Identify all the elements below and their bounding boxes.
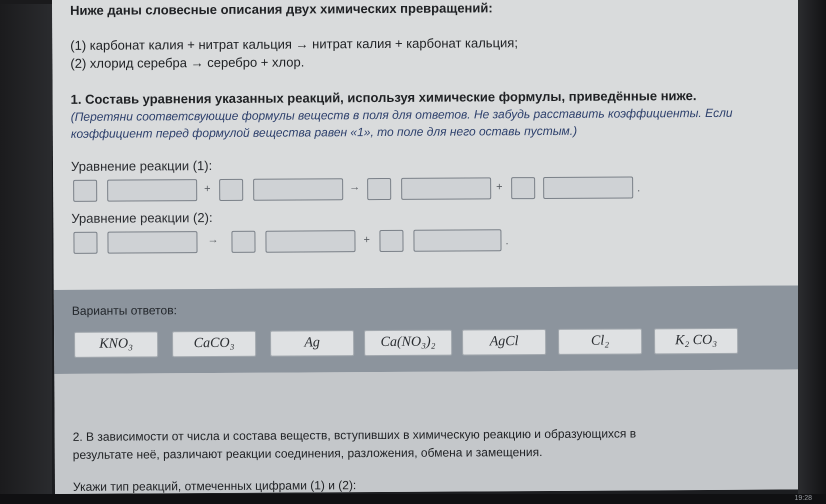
eq1-formula-slot-1[interactable] bbox=[107, 179, 197, 202]
monitor-bezel-left bbox=[0, 0, 52, 504]
option-ag[interactable]: Ag bbox=[270, 330, 354, 357]
eq1-plus-1: + bbox=[204, 183, 211, 196]
option-kno3[interactable]: KNO₃ bbox=[74, 331, 158, 358]
eq1-coef-slot-4[interactable] bbox=[511, 177, 535, 199]
eq2-formula-slot-1[interactable] bbox=[107, 231, 197, 254]
taskbar-clock: 19:28 bbox=[794, 495, 812, 502]
reaction-description-1: (1) карбонат калия + нитрат кальция → нитрат калия + карбонат кальция; bbox=[70, 35, 518, 53]
option-k2co3[interactable]: K₂ CO₃ bbox=[654, 328, 738, 355]
answer-options-title: Варианты ответов: bbox=[71, 303, 177, 318]
eq2-coef-slot-1[interactable] bbox=[73, 232, 97, 254]
option-ca-no3-2[interactable]: Ca(NO₃)₂ bbox=[364, 330, 452, 357]
eq1-coef-slot-3[interactable] bbox=[367, 178, 391, 200]
task2-text-line1: 2. В зависимости от числа и состава веществ, вступивших в химическую реакцию и образующихся в bbox=[72, 426, 637, 444]
eq2-coef-slot-3[interactable] bbox=[379, 230, 403, 252]
eq2-formula-slot-3[interactable] bbox=[413, 229, 501, 252]
eq1-formula-slot-3[interactable] bbox=[401, 177, 491, 200]
page-heading: Ниже даны словесные описания двух химических превращений: bbox=[70, 0, 493, 18]
eq1-plus-2: + bbox=[496, 181, 503, 194]
eq1-coef-slot-1[interactable] bbox=[73, 180, 97, 202]
eq1-formula-slot-2[interactable] bbox=[253, 178, 343, 201]
reaction-description-2: (2) хлорид серебра → серебро + хлор. bbox=[70, 54, 305, 71]
eq2-coef-slot-2[interactable] bbox=[231, 231, 255, 253]
equation-2-label: Уравнение реакции (2): bbox=[71, 210, 213, 226]
task1-hint-line1: (Перетяни соответсвующие формулы веществ в поля для ответов. Не забудь расставить коэффициенты. Если bbox=[70, 105, 733, 124]
task2-text-line2: результате неё, различают реакции соединения, разложения, обмена и замещения. bbox=[72, 445, 543, 462]
eq2-formula-slot-2[interactable] bbox=[265, 230, 355, 253]
option-agcl[interactable]: AgCl bbox=[462, 329, 546, 356]
task1-title: 1. Составь уравнения указанных реакций, используя химические формулы, приведённые ниже. bbox=[70, 88, 697, 107]
answer-options-panel bbox=[54, 285, 800, 374]
option-cl2[interactable]: Cl₂ bbox=[558, 328, 642, 355]
eq1-arrow: → bbox=[349, 181, 361, 194]
task1-hint-line2: коэффициент перед формулой вещества равен «1», то поле для него оставь пустым.) bbox=[70, 123, 578, 141]
eq1-formula-slot-4[interactable] bbox=[543, 176, 633, 199]
eq1-end-dot: . bbox=[637, 182, 641, 195]
quiz-page bbox=[52, 0, 801, 494]
eq2-end-dot: . bbox=[505, 235, 509, 248]
monitor-bezel-right bbox=[798, 0, 826, 504]
taskbar bbox=[0, 494, 826, 504]
eq2-plus: + bbox=[363, 234, 370, 247]
eq2-arrow: → bbox=[207, 233, 219, 247]
option-caco3[interactable]: CaCO₃ bbox=[172, 331, 256, 358]
eq1-coef-slot-2[interactable] bbox=[219, 179, 243, 201]
equation-1-label: Уравнение реакции (1): bbox=[70, 158, 213, 174]
task2-question: Укажи тип реакций, отмеченных цифрами (1) и (2): bbox=[72, 478, 357, 494]
